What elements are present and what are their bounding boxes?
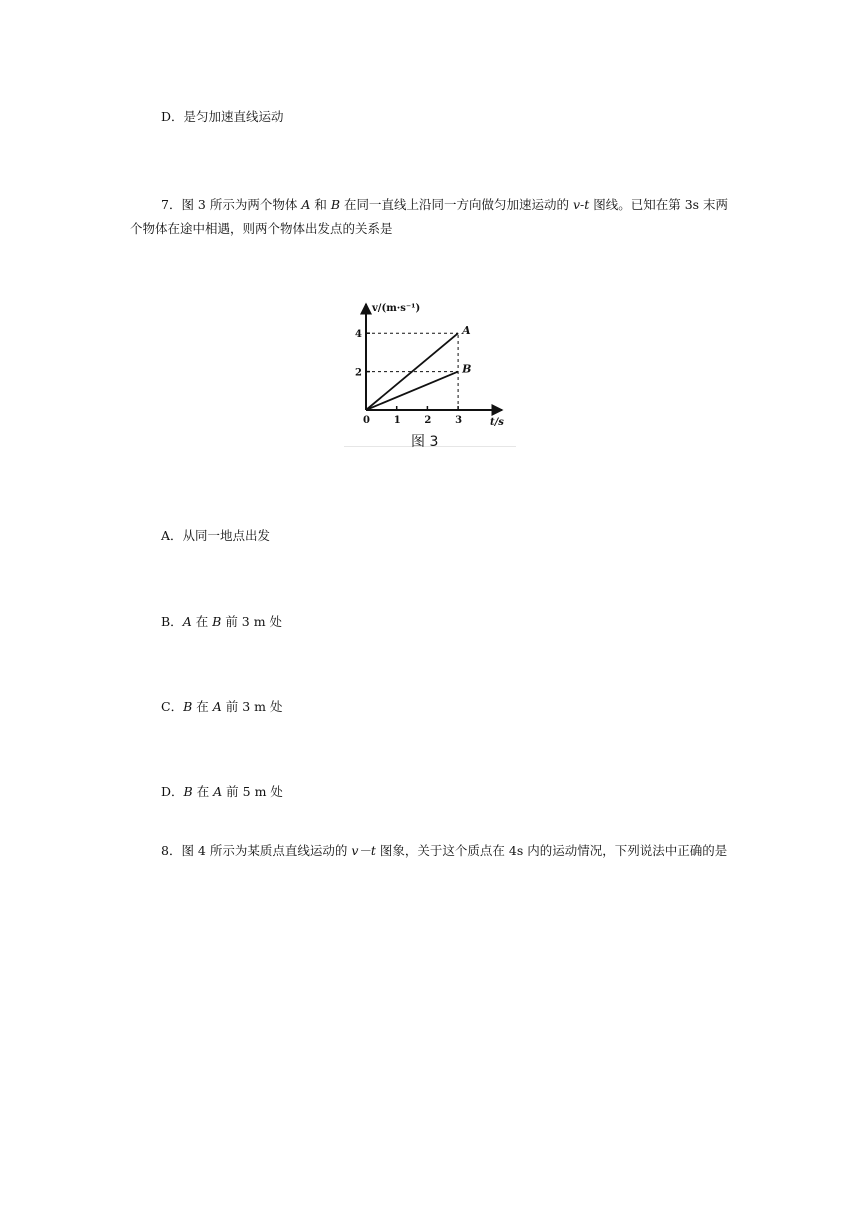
symbol-a: A [301,197,311,212]
option-label: B． [161,614,183,629]
x-tick-label: 3 [455,415,463,426]
figure-3 [344,292,516,450]
series-label-a: A [462,324,471,338]
figure-caption: 图 3 [411,434,439,450]
option-label: A． [161,528,183,543]
symbol: A [182,614,192,629]
y-tick-label: 4 [355,329,362,341]
vt-graph [344,292,516,444]
stem-text: 个物体在途中相遇，则两个物体出发点的关系是 [130,221,393,236]
stem-text: 和 [310,197,331,212]
question-7-stem-line-2 [130,220,393,238]
symbol: B [183,784,193,799]
option-b[interactable] [161,613,282,631]
x-axis-label: t/s [490,417,504,428]
option-text: 前 3 m 处 [221,614,283,629]
option-text: 是匀加速直线运动 [183,109,284,124]
option-a[interactable] [161,527,270,545]
option-text: 在 [192,784,214,799]
option-text: 前 5 m 处 [222,784,283,799]
question-number: 8． [161,843,182,858]
series-label-b: B [462,362,472,376]
stem-text: 图 3 所示为两个物体 [181,197,302,212]
question-number: 7． [161,197,182,212]
origin-label: 0 [363,415,370,426]
option-text: 在 [191,614,213,629]
stem-text: 图线。已知在第 3s 末两 [589,197,729,212]
question-8-stem [161,842,727,860]
x-tick-label: 2 [424,415,432,426]
series-line-b [366,372,458,410]
option-text: 在 [192,699,213,714]
y-tick-label: 2 [355,367,362,379]
symbol-vt: v-t [572,197,590,212]
symbol: B [212,614,222,629]
option-text: 从同一地点出发 [182,528,271,543]
stem-text: 在同一直线上沿同一方向做匀加速运动的 [340,197,573,212]
stem-text: 图象，关于这个质点在 4s 内的运动情况，下列说法中正确的是 [375,843,728,858]
symbol: A [212,699,222,714]
symbol: A [213,784,223,799]
stem-text: 图 4 所示为某质点直线运动的 [181,843,352,858]
y-axis-label: v/(m·s⁻¹) [372,303,421,314]
symbol-vt: v－t [351,843,376,858]
symbol-b: B [330,197,340,212]
symbol: B [183,699,193,714]
option-c[interactable] [161,698,282,716]
previous-option-d [161,108,284,126]
option-label: D． [161,109,184,124]
x-tick-label: 1 [393,415,401,426]
option-d[interactable] [161,783,283,801]
option-label: C． [161,699,184,714]
option-label: D． [161,784,184,799]
question-7-stem-line-1 [161,196,728,214]
option-text: 前 3 m 处 [221,699,283,714]
